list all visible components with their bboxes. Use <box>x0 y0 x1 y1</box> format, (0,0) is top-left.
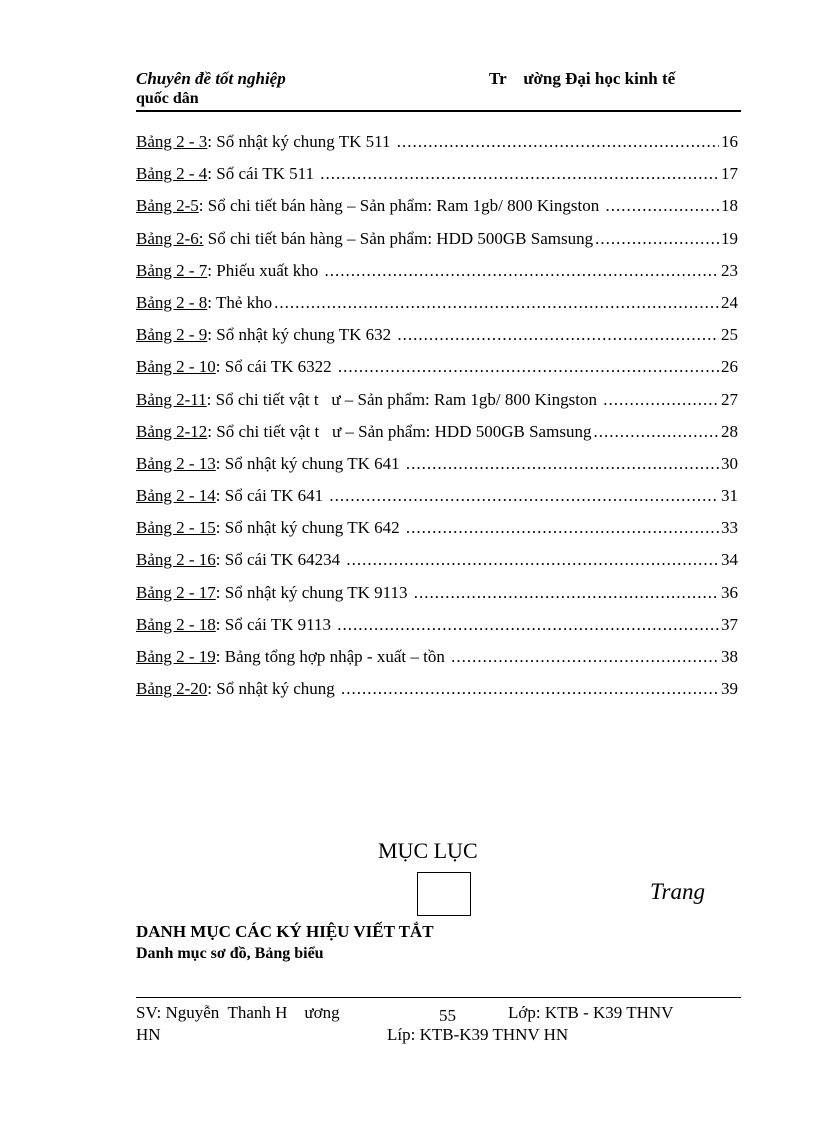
toc-dot-leader <box>325 261 719 281</box>
toc-entry-title: : Bảng tổng hợp nhập - xuất – tồn <box>215 647 450 666</box>
toc-entry[interactable] <box>136 229 738 261</box>
toc-entry[interactable] <box>136 647 738 679</box>
header-right-title: Tr ường Đại học kinh tế <box>489 69 676 88</box>
toc-entry-label: Bảng 2-11 <box>136 389 207 409</box>
footer-page-number: 55 <box>439 1006 456 1025</box>
toc-entry-title: : Sổ cái TK 641 <box>215 486 328 506</box>
toc-entry-title: : Sổ nhật ký chung TK 9113 <box>215 582 412 602</box>
toc-entry-page: 28 <box>721 421 738 441</box>
toc-entry[interactable] <box>136 132 738 164</box>
toc-dot-leader <box>341 679 719 699</box>
footer-class-secondary: Líp: KTB-K39 THNV HN <box>387 1025 569 1044</box>
toc-entry[interactable] <box>136 550 738 582</box>
toc-entry[interactable] <box>136 679 738 711</box>
toc-entry-page: 27 <box>721 389 738 409</box>
toc-entry-title: : Sổ cái TK 64234 <box>215 550 345 570</box>
toc-entry-title: : Sổ nhật ký chung TK 642 <box>215 518 404 538</box>
toc-dot-leader <box>329 486 719 506</box>
toc-entry-title: : Sổ nhật ký chung TK 641 <box>215 453 404 473</box>
toc-dot-leader <box>397 132 719 152</box>
footer-student: SV: Nguyễn Thanh H ương <box>136 1003 340 1022</box>
section-heading-muc-luc: MỤC LỤC <box>378 838 478 863</box>
toc-entry-title: : Sổ nhật ký chung TK 511 <box>207 132 395 151</box>
toc-entry[interactable] <box>136 196 738 228</box>
toc-entry-page: 34 <box>721 550 738 570</box>
toc-entry-page: 24 <box>721 292 738 312</box>
toc-entry-title: : Sổ nhật ký chung <box>207 679 340 699</box>
toc-entry-label: Bảng 2 - 10 <box>136 357 216 377</box>
trang-label: Trang <box>650 879 705 904</box>
toc-entry-label: Bảng 2 - 8 <box>136 292 208 312</box>
toc-entry-title: : Sổ cái TK 511 <box>207 164 319 184</box>
toc-dot-leader <box>406 518 719 538</box>
toc-entry-label: Bảng 2-20 <box>136 679 208 699</box>
toc-entry-label: Bảng 2 - 4 <box>136 164 208 184</box>
toc-entry-label: Bảng 2 - 17 <box>136 582 216 602</box>
toc-entry-title: : Sổ cái TK 6322 <box>215 357 336 377</box>
list-diagrams-tables-heading: Danh mục sơ đồ, Bảng biểu <box>136 945 324 962</box>
toc-entry-title: : Sổ nhật ký chung TK 632 <box>207 325 396 345</box>
toc-entry-page: 17 <box>721 164 738 184</box>
toc-entry-page: 26 <box>721 357 738 377</box>
toc-entry[interactable] <box>136 261 738 293</box>
toc-dot-leader <box>605 196 719 216</box>
toc-entry-title: : Sổ chi tiết bán hàng – Sản phẩm: Ram 1gb/ 800 Kingston <box>198 196 604 216</box>
header-rule <box>136 110 741 112</box>
toc-entry[interactable] <box>136 486 738 518</box>
toc-entry[interactable] <box>136 164 738 196</box>
toc-dot-leader <box>337 615 719 635</box>
footer-rule <box>136 997 741 998</box>
toc-entry-page: 23 <box>721 260 738 280</box>
list-abbreviations-heading: DANH MỤC CÁC KÝ HIỆU VIẾT TẮT <box>136 922 434 941</box>
footer-class: Lớp: KTB - K39 THNV <box>508 1003 674 1022</box>
toc-entry[interactable] <box>136 454 738 486</box>
table-of-contents <box>136 132 738 711</box>
toc-entry-label: Bảng 2 - 7 <box>136 260 208 280</box>
toc-entry-label: Bảng 2 - 16 <box>136 550 216 570</box>
toc-entry-label: Bảng 2-6: <box>136 228 204 248</box>
toc-entry-title: : Phiếu xuất kho <box>207 260 323 280</box>
toc-dot-leader <box>593 422 719 442</box>
toc-dot-leader <box>406 454 719 474</box>
toc-entry-title: Sổ chi tiết bán hàng – Sản phẩm: HDD 500GB Samsung <box>203 228 594 248</box>
empty-box <box>417 872 471 916</box>
toc-entry[interactable] <box>136 422 738 454</box>
toc-dot-leader <box>595 229 719 249</box>
toc-entry[interactable] <box>136 357 738 389</box>
toc-entry[interactable] <box>136 390 738 422</box>
toc-entry-title: : Sổ chi tiết vật t ư – Sản phẩm: HDD 500GB Samsung <box>207 421 592 441</box>
toc-entry-page: 16 <box>721 132 738 151</box>
toc-entry-page: 33 <box>721 518 738 538</box>
footer-hn: HN <box>136 1025 161 1044</box>
toc-entry-label: Bảng 2-12 <box>136 421 208 441</box>
toc-dot-leader <box>414 583 719 603</box>
toc-entry-label: Bảng 2 - 14 <box>136 486 216 506</box>
toc-entry-label: Bảng 2 - 13 <box>136 453 216 473</box>
toc-entry[interactable] <box>136 615 738 647</box>
toc-entry-page: 25 <box>721 325 738 345</box>
toc-entry-title: : Thẻ kho <box>207 292 273 312</box>
toc-entry-page: 30 <box>721 453 738 473</box>
toc-entry-label: Bảng 2 - 15 <box>136 518 216 538</box>
toc-entry[interactable] <box>136 583 738 615</box>
toc-entry-label: Bảng 2-5 <box>136 196 199 216</box>
toc-dot-leader <box>451 647 719 667</box>
toc-entry-page: 38 <box>721 647 738 666</box>
toc-entry[interactable] <box>136 293 738 325</box>
toc-entry-title: : Sổ cái TK 9113 <box>215 614 336 634</box>
toc-entry[interactable] <box>136 518 738 550</box>
toc-dot-leader <box>274 293 719 313</box>
header-left-title: Chuyên đề tốt nghiệp <box>136 69 286 88</box>
toc-entry-page: 19 <box>721 228 738 248</box>
toc-entry-page: 31 <box>721 486 738 506</box>
toc-dot-leader <box>603 390 719 410</box>
toc-dot-leader <box>320 164 719 184</box>
toc-entry-label: Bảng 2 - 18 <box>136 614 216 634</box>
toc-entry-label: Bảng 2 - 19 <box>136 647 216 666</box>
toc-dot-leader <box>338 357 719 377</box>
toc-entry[interactable] <box>136 325 738 357</box>
toc-entry-label: Bảng 2 - 9 <box>136 325 208 345</box>
toc-entry-label: Bảng 2 - 3 <box>136 132 208 151</box>
toc-dot-leader <box>397 325 719 345</box>
header-left-title-continued: quốc dân <box>136 90 199 107</box>
toc-entry-page: 18 <box>721 196 738 216</box>
toc-dot-leader <box>346 550 719 570</box>
toc-entry-page: 37 <box>721 614 738 634</box>
toc-entry-page: 36 <box>721 582 738 602</box>
toc-entry-title: : Sổ chi tiết vật t ư – Sản phẩm: Ram 1gb/ 800 Kingston <box>206 389 602 409</box>
toc-entry-page: 39 <box>721 679 738 699</box>
